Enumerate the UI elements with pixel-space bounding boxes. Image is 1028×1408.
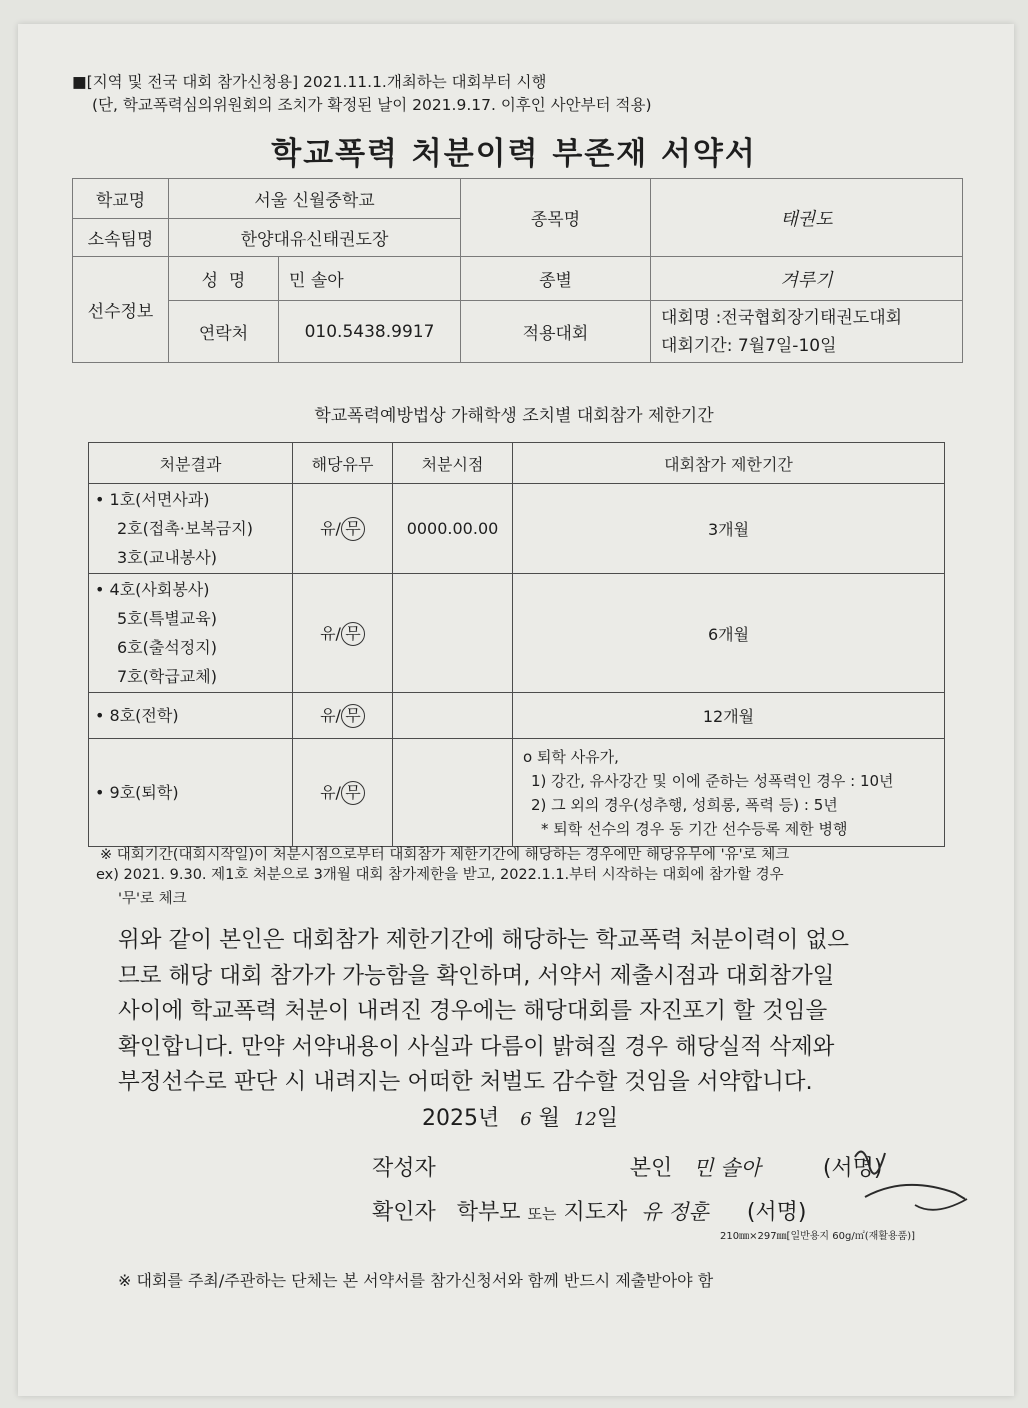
circled-mark: 무 — [341, 704, 365, 728]
applicability-check[interactable]: 유/ 무 — [293, 484, 393, 574]
table-subtitle: 학교폭력예방법상 가해학생 조치별 대회참가 제한기간 — [314, 406, 714, 426]
coach-label: 지도자 — [563, 1200, 628, 1225]
limit-period: 3개월 — [513, 484, 945, 574]
disposition-item: • 9호(퇴학) — [95, 783, 179, 802]
disciplinary-table — [88, 442, 945, 847]
handwritten-signature — [845, 1135, 975, 1230]
limit-period: 6개월 — [513, 574, 945, 693]
self-label: 본인 — [629, 1156, 673, 1181]
team-label: 소속팀명 — [73, 219, 169, 257]
athlete-info-table — [72, 178, 963, 363]
disposition-date — [393, 693, 513, 739]
circled-mark: 무 — [341, 517, 365, 541]
disposition-item: 5호(특별교육) — [117, 609, 217, 628]
table-example: ex) 2021. 9.30. 제1호 처분으로 3개월 대회 참가제한을 받고, 2022.1.1.부터 시작하는 대회에 참가할 경우 — [96, 867, 784, 883]
event-label: 종목명 — [461, 179, 651, 257]
header-limit: 대회참가 제한기간 — [513, 443, 945, 484]
reason-note: * 퇴학 선수의 경우 동 기간 선수등록 제한 병행 — [541, 819, 848, 838]
disposition-item: • 8호(전학) — [95, 706, 179, 725]
date-day: 12 — [573, 1109, 597, 1130]
disposition-item: 6호(출석정지) — [117, 638, 217, 657]
contact-label: 연락처 — [169, 301, 279, 363]
self-sign-mark: (서명) — [822, 1156, 883, 1181]
reason-title: o 퇴학 사유가, — [523, 747, 619, 766]
table-row — [89, 693, 945, 739]
category-value: 겨루기 — [651, 257, 963, 301]
table-row — [89, 739, 945, 847]
author-signature-line — [372, 1151, 882, 1182]
applicability-check[interactable]: 유/ 무 — [293, 739, 393, 847]
disposition-date: 0000.00.00 — [393, 484, 513, 574]
disposition-item: • 4호(사회봉사) — [95, 580, 210, 599]
signing-date: 2025년 6 월 12일 — [422, 1106, 619, 1131]
pledge-line: 위와 같이 본인은 대회참가 제한기간에 해당하는 학교폭력 처분이력이 없으 — [118, 927, 850, 953]
disposition-item: 2호(접촉·보복금지) — [117, 519, 253, 538]
disposition-item: 3호(교내봉사) — [117, 548, 217, 567]
player-info-label: 선수정보 — [73, 257, 169, 363]
name-value: 민 솔아 — [279, 257, 461, 301]
competition-label: 적용대회 — [461, 301, 651, 363]
applicability-check[interactable]: 유/ 무 — [293, 574, 393, 693]
coach-sign-mark: (서명) — [746, 1200, 807, 1225]
disposition-date — [393, 574, 513, 693]
application-scope-note: (단, 학교폭력심의위원회의 조치가 확정된 날이 2021.9.17. 이후인 사안부터 적용) — [92, 96, 652, 114]
header-result: 처분결과 — [89, 443, 293, 484]
pledge-line: 확인합니다. 만약 서약내용이 사실과 다름이 밝혀질 경우 해당실적 삭제와 — [118, 1033, 835, 1060]
pledge-line: 사이에 학교폭력 처분이 내려진 경우에는 해당대회를 자진포기 할 것임을 — [118, 998, 828, 1024]
confirmer-signature-line — [372, 1195, 806, 1226]
competition-period: 대회기간: 7월7일-10일 — [661, 335, 837, 356]
reason-item: 1) 강간, 유사강간 및 이에 준하는 성폭력인 경우 : 10년 — [531, 771, 894, 790]
table-note: ※ 대회기간(대회시작일)이 처분시점으로부터 대회참가 제한기간에 해당하는 경우에만 해당유무에 '유'로 체크 — [100, 847, 790, 863]
reason-item: 2) 그 외의 경우(성추행, 성희롱, 폭력 등) : 5년 — [531, 795, 838, 814]
paper-spec: 210㎜×297㎜[일반용지 60g/㎡(재활용품)] — [720, 1231, 916, 1242]
document-title: 학교폭력 처분이력 부존재 서약서 — [271, 136, 757, 172]
header-date: 처분시점 — [393, 443, 513, 484]
competition-details — [651, 301, 963, 363]
disposition-list — [89, 739, 293, 847]
table-row — [89, 574, 945, 693]
circled-mark: 무 — [341, 622, 365, 646]
competition-name: 대회명 :전국협회장기태권도대회 — [661, 307, 903, 328]
application-notice: ■[지역 및 전국 대회 참가신청용] 2021.11.1.개최하는 대회부터 시행 — [72, 73, 547, 91]
school-value: 서울 신월중학교 — [169, 179, 461, 219]
pledge-text — [118, 923, 948, 1101]
circled-mark: 무 — [341, 781, 365, 805]
event-value: 태권도 — [651, 179, 963, 257]
disposition-list — [89, 574, 293, 693]
disposition-list — [89, 484, 293, 574]
expulsion-reasons — [513, 739, 945, 847]
applicability-check[interactable]: 유/ 무 — [293, 693, 393, 739]
parent-label: 학부모 — [456, 1200, 521, 1225]
confirmer-label: 확인자 — [372, 1200, 436, 1225]
date-month: 6 — [520, 1109, 532, 1130]
school-label: 학교명 — [73, 179, 169, 219]
header-applicable: 해당유무 — [293, 443, 393, 484]
name-label: 성 명 — [169, 257, 279, 301]
disposition-date — [393, 739, 513, 847]
coach-name: 유 정훈 — [641, 1200, 709, 1224]
disposition-item: 7호(학급교체) — [117, 667, 217, 686]
pledge-line: 므로 해당 대회 참가가 가능함을 확인하며, 서약서 제출시점과 대회참가일 — [118, 962, 835, 989]
contact-value: 010.5438.9917 — [279, 301, 461, 363]
self-name: 민 솔아 — [693, 1156, 761, 1180]
disposition-list — [89, 693, 293, 739]
table-example-cont: '무'로 체크 — [118, 891, 187, 907]
category-label: 종별 — [461, 257, 651, 301]
table-row — [89, 484, 945, 574]
pledge-line: 부정선수로 판단 시 내려지는 어떠한 처벌도 감수할 것임을 서약합니다. — [118, 1069, 813, 1095]
author-label: 작성자 — [372, 1156, 436, 1181]
date-year: 2025 — [422, 1106, 478, 1131]
team-value: 한양대유신태권도장 — [169, 219, 461, 257]
submission-footnote: ※ 대회를 주최/주관하는 단체는 본 서약서를 참가신청서와 함께 반드시 제출받아야 함 — [118, 1271, 714, 1290]
disposition-item: • 1호(서면사과) — [95, 490, 210, 509]
limit-period: 12개월 — [513, 693, 945, 739]
or-label: 또는 — [527, 1205, 557, 1223]
